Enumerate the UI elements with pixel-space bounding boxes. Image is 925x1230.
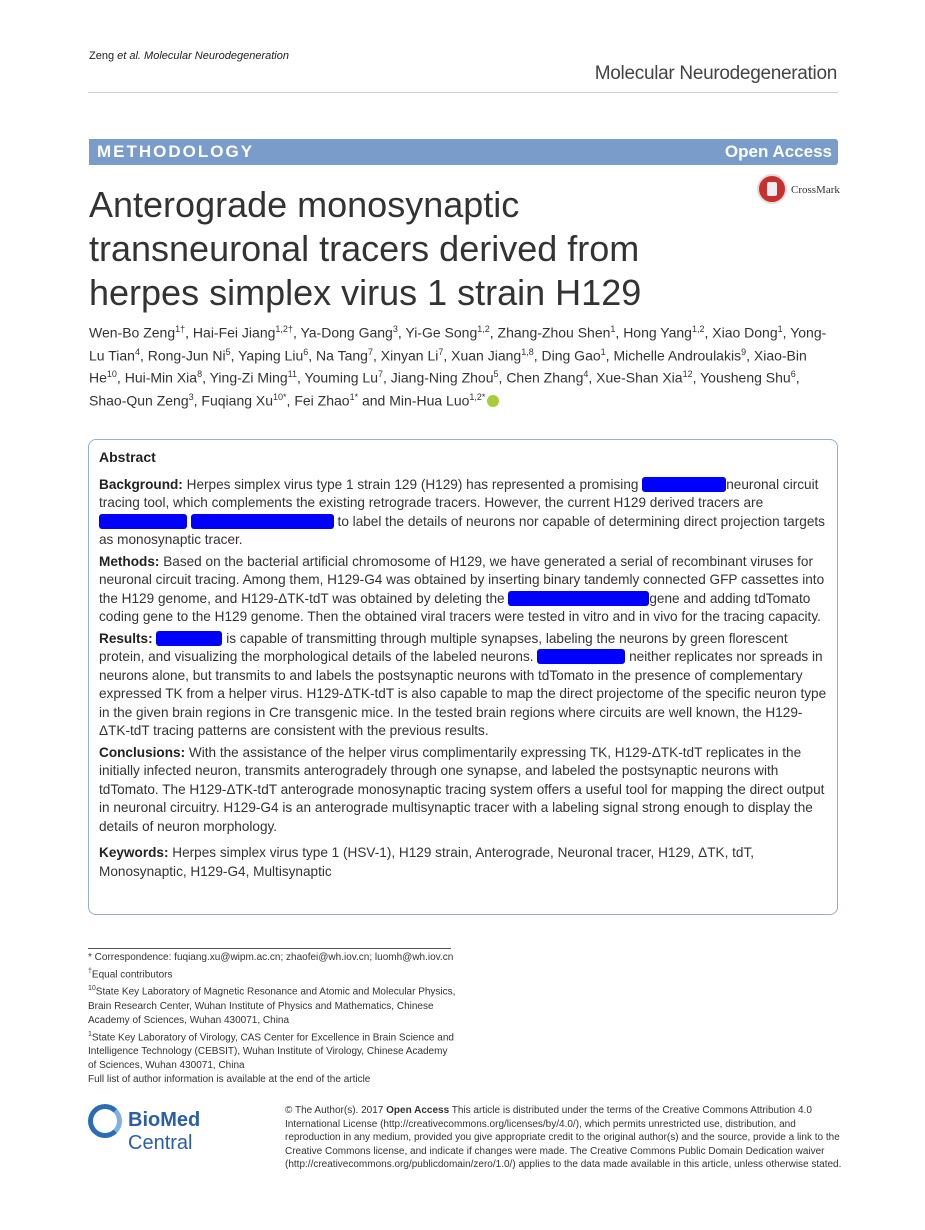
author-affiliation: 10 (106, 369, 117, 380)
redaction-box (537, 649, 625, 664)
open-access-label: Open Access (724, 142, 832, 161)
author-affiliation: 1 (610, 324, 616, 334)
article-type-banner (89, 139, 838, 165)
affiliation-10: $^{10}$State Key Laboratory of Magnetic Resonance and Atomic and Molecular Physics, Brain Research Center, Wuhan Institute of Physics and Mathematics, Chinese Academy of Sciences, Wuhan 430071, China (88, 985, 456, 1026)
author-affiliation: 1† (175, 324, 186, 334)
abstract-results: Results: is capable of transmitting through multiple synapses, labeling the neurons by green florescent protein, and visualizing the morphological details of the labeled neurons. neither replicates nor spreads in neurons alone, but transmits to and labels the postsynaptic neurons with tdTomato in the presence of complementary expressed TK from a helper virus. H129-ΔTK-tdT is also capable to map the direct projectome of the specific neuron type in the given brain regions in Cre transgenic mice. In the tested brain regions where circuits are well known, the H129-ΔTK-tdT tracing patterns are consistent with the previous results. (99, 630, 827, 738)
author-name: Chen Zhang (506, 369, 584, 386)
author-name: Xinyan Li (380, 347, 439, 364)
footnotes (88, 951, 458, 1087)
author-affiliation: 1,2* (469, 391, 486, 402)
author-affiliation: 5 (225, 346, 231, 357)
redaction-box (642, 477, 726, 492)
author-name: Yi-Ge Song (405, 324, 478, 341)
author-affiliation: 8 (197, 369, 203, 380)
biomed-central-logo (88, 1104, 268, 1154)
author-affiliation: 11 (287, 369, 298, 380)
header-divider (88, 92, 838, 93)
author-affiliation: 7 (367, 346, 373, 357)
author-affiliation: 6 (303, 346, 309, 357)
license-statement: © The Author(s). 2017 Open Access This article is distributed under the terms of the Creative Commons Attribution 4.0 International License (http://creativecommons.org/licenses/by/4.0/), which permits unrestricted use, distribution, and reproduction in any medium, provided you give appropriate credit to the original author(s) and the source, provide a link to the Creative Commons license, and indicate if changes were made. The Creative Commons Public Domain Dedication waiver (http://creativecommons.org/publicdomain/zero/1.0/) applies to the data made available in this article, unless otherwise stated. (285, 1105, 842, 1170)
redaction-box (156, 631, 222, 646)
redaction-box (99, 514, 187, 529)
author-name: Fuqiang Xu (201, 392, 274, 409)
author-name: Wen-Bo Zeng (89, 324, 176, 341)
author-affiliation: 7 (377, 369, 383, 380)
author-affiliation: 1,8 (521, 346, 534, 357)
author-name: Youming Lu (304, 369, 378, 386)
author-list: Wen-Bo Zeng$^{1\dagger}$, Hai-Fei Jiang$^{1,2\dagger}$, Ya-Dong Gang$^3$, Yi-Ge Song$^{1,2}$, Zhang-Zhou Shen$^1$, Hong Yang$^{1,2}$, Xiao Dong$^1$, Yong-Lu Tian$^4$, Rong-Jun Ni$^5$, Yaping Liu$^6$, Na Tang$^7$, Xinyan Li$^7$, Xuan Jiang$^{1,8}$, Ding Gao$^1$, Michelle Androulakis$^9$, Xiao-Bin He$^{10}$, Hui-Min Xia$^8$, Ying-Zi Ming$^{11}$, Youming Lu$^7$, Jiang-Ning Zhou$^5$, Chen Zhang$^4$, Xue-Shan Xia$^{12}$, Yousheng Shu$^6$, Shao-Qun Zeng$^3$, Fuqiang $Xu^{10*}$, Fei Zhao$^{1*}$ and Min-Hua Luo$^{1,2*}$ (89, 324, 827, 409)
author-affiliation: 12 (682, 369, 693, 380)
redaction-box (191, 514, 334, 529)
author-name: Yousheng Shu (700, 369, 791, 386)
journal-title: Molecular Neurodegeneration (594, 63, 837, 84)
author-name: Shao-Qun Zeng (89, 392, 189, 409)
abstract-box (88, 439, 838, 915)
abstract-conclusions: Conclusions: With the assistance of the helper virus complimentarily expressing TK, H129-ΔTK-tdT replicates in the initially infected neuron, transmits anterogradely through one synapse, and labeled the postsynaptic neurons with tdTomato. The H129-ΔTK-tdT anterograde monosynaptic tracing system offers a useful tool for mapping the direct output in neuronal circuitry. H129-G4 is an anterograde multisynaptic tracer with a labeling signal strong enough to display the details of neuron morphology. (99, 744, 825, 834)
equal-contrib-note: †Equal contributors (88, 968, 173, 981)
author-affiliation: 1,2 (477, 324, 490, 334)
author-affiliation: 9 (741, 346, 747, 357)
crossmark-badge[interactable] (757, 174, 841, 208)
correspondence-note: * Correspondence: fuqiang.xu@wipm.ac.cn; zhaofei@wh.iov.cn; luomh@wh.iov.cn (88, 952, 454, 963)
author-name: Michelle Androulakis (613, 347, 742, 364)
author-name: Hui-Min Xia (124, 369, 198, 386)
orcid-icon[interactable] (487, 395, 499, 407)
redaction-box (508, 591, 649, 606)
author-name: Yong-Lu Tian (89, 324, 827, 364)
footnote-divider (88, 948, 451, 949)
author-name: Ying-Zi Ming (209, 369, 288, 386)
author-affiliation: 3 (188, 391, 194, 402)
author-name: Jiang-Ning Zhou (390, 369, 494, 386)
author-name: Xue-Shan Xia (596, 369, 683, 386)
author-name: Ya-Dong Gang (300, 324, 393, 341)
author-name: Min-Hua Luo (389, 392, 470, 409)
crossmark-icon (757, 174, 787, 204)
author-affiliation: 1,2† (275, 324, 293, 334)
author-affiliation: 5 (493, 369, 499, 380)
author-name: Xiao-Bin He (89, 347, 807, 386)
article-title: Anterograde monosynaptic transneuronal tracers derived from herpes simplex virus 1 strain H129 (89, 184, 642, 313)
author-name: Rong-Jun Ni (147, 347, 226, 364)
author-name: Ding Gao (541, 347, 601, 364)
author-affiliation: 4 (583, 369, 589, 380)
author-affiliation: 1,2 (691, 324, 705, 334)
author-affiliation: 7 (438, 346, 444, 357)
abstract-keywords: Keywords: Herpes simplex virus type 1 (HSV-1), H129 strain, Anterograde, Neuronal tracer, H129, ΔTK, tdT, Monosynaptic, H129-G4, Multisynaptic (99, 845, 755, 879)
abstract-background: Background: Herpes simplex virus type 1 strain 129 (H129) has represented a promising neuronal circuit tracing tool, which complements the existing retrograde tracers. However, the current H129 derived tracers are to label the details of neurons nor capable of determining direct projection targets as monosynaptic tracer. (99, 476, 825, 547)
author-name: Zhang-Zhou Shen (497, 324, 611, 341)
author-affiliation: 6 (790, 369, 796, 380)
journal-reference: Zeng et al. Molecular Neurodegeneration (89, 50, 289, 62)
author-affiliation: 3 (392, 324, 398, 334)
author-name: Hong Yang (623, 324, 692, 341)
author-name: Na Tang (316, 347, 368, 364)
author-affiliation: 10* (273, 391, 287, 402)
author-affiliation: 1 (777, 324, 783, 334)
author-name: Xuan Jiang (451, 347, 522, 364)
author-info-note: Full list of author information is available at the end of the article (88, 1073, 371, 1085)
author-name: Fei Zhao (294, 392, 350, 409)
biomed-central-icon (88, 1104, 122, 1138)
author-name: Xiao Dong (712, 324, 778, 341)
affiliation-1: $^1$State Key Laboratory of Virology, CAS Center for Excellence in Brain Science and Intelligence Technology (CEBSIT), Wuhan Institute of Virology, Chinese Academy of Sciences, Wuhan 430071, China (88, 1030, 454, 1071)
author-affiliation: 4 (134, 346, 140, 357)
crossmark-label: CrossMark (791, 184, 840, 196)
abstract-heading: Abstract (99, 449, 156, 465)
author-affiliation: 1* (349, 391, 359, 402)
author-name: Yaping Liu (238, 347, 304, 364)
publisher-name: BioMed Central (128, 1109, 201, 1154)
article-type-label: METHODOLOGY (97, 142, 255, 161)
abstract-methods: Methods: Based on the bacterial artificial chromosome of H129, we have generated a serial of recombinant viruses for neuronal circuit tracing. Among them, H129-G4 was obtained by inserting binary tandemly connected GFP cassettes into the H129 genome, and H129-ΔTK-tdT was obtained by deleting the gene and adding tdTomato coding gene to the H129 genome. Then the obtained viral tracers were tested in vitro and in vivo for the tracing capacity. (99, 553, 825, 624)
author-name: Hai-Fei Jiang (192, 324, 276, 341)
author-affiliation: 1 (600, 346, 606, 357)
